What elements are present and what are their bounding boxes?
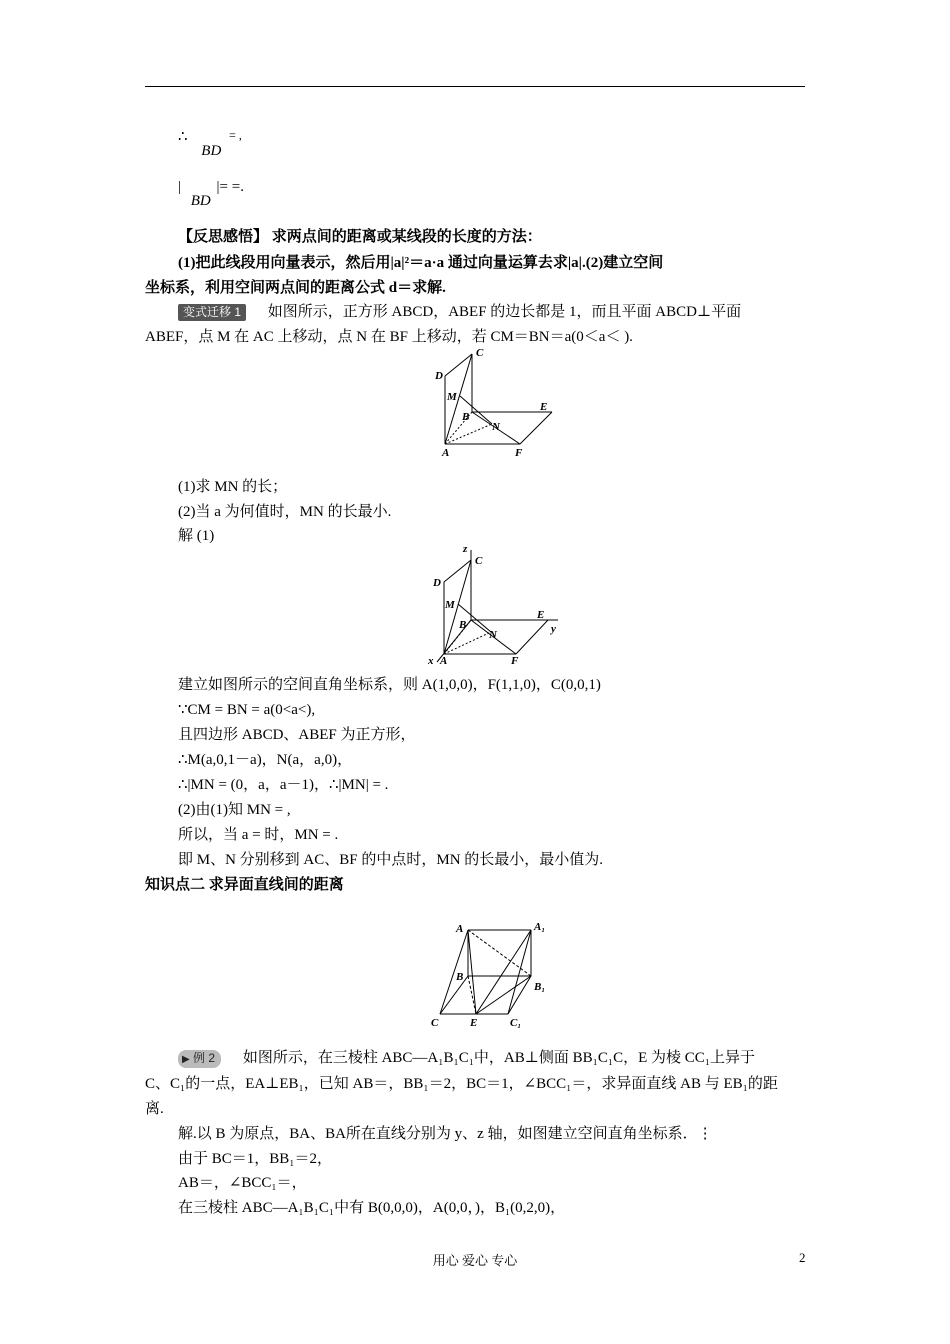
step-6: (2)由(1)知 MN = , [178, 802, 291, 818]
fig2-label-y: y [551, 623, 556, 635]
step-8: 即 M、N 分别移到 AC、BF 的中点时，MN 的长最小，最小值为. [178, 852, 604, 868]
fig1-label-n: N [492, 421, 500, 433]
abs-bar: | [178, 179, 182, 195]
solution-label: 解 (1) [178, 528, 215, 544]
step-2: ∵CM = BN = a(0<a<), [178, 702, 316, 718]
therefore-symbol: ∴ [178, 129, 188, 145]
fig3-label-b1: B₁ [534, 981, 546, 993]
formula-eq: = , [229, 128, 242, 142]
fig1-label-d: D [435, 370, 443, 382]
fig2-label-n: N [489, 629, 497, 641]
question-2: (2)当 a 为何值时，MN 的长最小. [178, 504, 392, 520]
fig2-label-x: x [428, 655, 434, 667]
reflection-line-1: (1)把此线段用向量表示，然后用|a|²＝a·a 通过向量运算去求|a|.(2)建立空间 [178, 255, 664, 271]
ex-solution-4: 在三棱柱 ABC—A₁B₁C₁中有 B(0,0,0)，A(0,0，)，B₁(0,2,0)， [178, 1200, 566, 1216]
variant-line-2: ABEF，点 M 在 AC 上移动，点 N 在 BF 上移动，若 CM＝BN＝a(0＜a＜ ). [145, 329, 633, 345]
variant-line-1 [178, 302, 741, 322]
fig1-label-m: M [447, 391, 457, 403]
step-5: ∴|MN = (0，a，a－1)，∴|MN| = . [178, 777, 389, 793]
figure-cube-1 [432, 344, 557, 459]
ex-solution-3: AB＝，∠BCC₁＝， [178, 1175, 307, 1191]
fig1-label-e: E [540, 401, 548, 413]
example-line-1 [178, 1048, 755, 1068]
fig1-label-a: A [442, 447, 450, 459]
ex-solution-1: 解.以 B 为原点，BA、BA所在直线分别为 y、z 轴，如图建立空间直角坐标系．⋮ [178, 1126, 713, 1142]
fig2-label-z: z [463, 543, 468, 555]
question-1: (1)求 MN 的长； [178, 479, 288, 495]
vector-bd-2: BD [190, 193, 211, 209]
variant-tag: 变式迁移 1 [178, 304, 246, 321]
section-heading: 知识点二 求异面直线间的距离 [145, 877, 344, 893]
fig3-label-c: C [431, 1017, 439, 1029]
fig2-label-a: A [440, 655, 448, 667]
fig2-label-b: B [459, 619, 467, 631]
header-rule [145, 86, 805, 87]
page-footer: 用心 爱心 专心 [432, 1253, 518, 1268]
ex-solution-2: 由于 BC＝1，BB₁＝2， [178, 1151, 332, 1167]
fig1-label-c: C [476, 347, 484, 359]
fig3-label-a1: A₁ [534, 921, 546, 933]
figure-prism [428, 918, 553, 1030]
step-7: 所以，当 a = 时，MN = . [178, 827, 339, 843]
formula-eq-2: |= =. [216, 179, 244, 195]
step-4: ∴M(a,0,1－a)，N(a，a,0)， [178, 752, 353, 768]
fig1-label-f: F [515, 447, 523, 459]
vector-bd: BD [201, 143, 222, 159]
fig2-label-e: E [537, 609, 545, 621]
reflection-title: 【反思感悟】 求两点间的距离或某线段的长度的方法： [178, 229, 542, 245]
reflection-line-2: 坐标系，利用空间两点间的距离公式 d＝求解. [145, 280, 446, 296]
fig1-label-b: B [462, 411, 470, 423]
fig2-label-f: F [511, 655, 519, 667]
fig3-label-c1: C₁ [510, 1017, 522, 1029]
fig3-label-e: E [470, 1017, 478, 1029]
example-tag-label: 例 2 [193, 1050, 216, 1065]
formula-line-1 [178, 127, 242, 159]
example-line-2: C、C₁的一点，EA⊥EB₁，已知 AB＝，BB₁＝2，BC＝1，∠BCC₁＝，求异面直线 AB 与 EB₁的距 [145, 1076, 778, 1092]
page-number: 2 [799, 1250, 806, 1265]
fig2-label-d: D [433, 577, 441, 589]
step-1: 建立如图所示的空间直角坐标系，则 A(1,0,0)，F(1,1,0)，C(0,0,1) [178, 677, 601, 693]
step-3: 且四边形 ABCD、ABEF 为正方形， [178, 727, 416, 743]
fig2-label-c: C [475, 555, 483, 567]
variant-text-1: 如图所示，正方形 ABCD，ABEF 的边长都是 1，而且平面 ABCD⊥平面 [267, 304, 742, 320]
figure-cube-2 [423, 542, 563, 667]
example-text-1: 如图所示，在三棱柱 ABC—A₁B₁C₁中，AB⊥侧面 BB₁C₁C，E 为棱 CC₁上异于 [242, 1050, 756, 1066]
fig2-label-m: M [445, 599, 455, 611]
example-tag [178, 1050, 221, 1068]
formula-line-2 [178, 177, 244, 209]
example-line-3: 离. [145, 1101, 164, 1117]
fig3-label-b: B [456, 971, 464, 983]
fig3-label-a: A [456, 923, 464, 935]
play-icon: ▶ [182, 1053, 190, 1065]
